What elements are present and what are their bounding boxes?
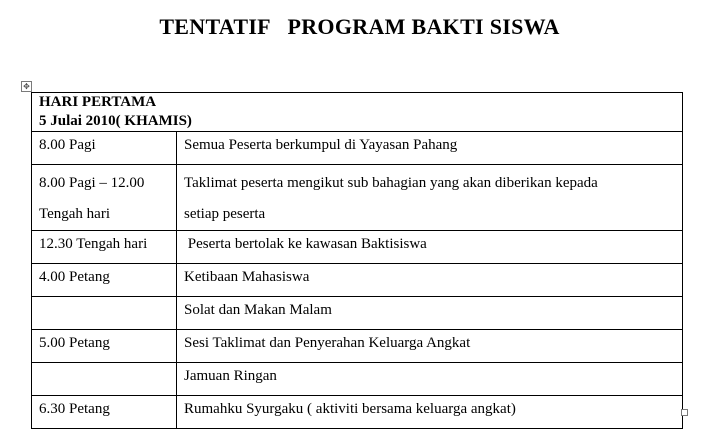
schedule-row [32,132,683,165]
activity-cell [177,165,683,231]
table-resize-handle[interactable] [681,409,688,416]
activity-cell [177,132,683,165]
schedule-row [32,396,683,429]
time-cell [32,330,177,363]
time-cell [32,231,177,264]
activity-text: Solat dan Makan Malam [184,302,332,318]
activity-text: Sesi Taklimat dan Penyerahan Keluarga Angkat [184,335,471,351]
time-text: 6.30 Petang [39,401,110,417]
activity-text-continued: setiap peserta [184,206,266,222]
schedule-row [32,330,683,363]
activity-text: Ketibaan Mahasiswa [184,269,310,285]
day-header-cell [32,93,683,132]
time-text: 5.00 Petang [39,335,110,351]
activity-cell [177,264,683,297]
schedule-row [32,363,683,396]
day-heading: HARI PERTAMA [39,94,157,110]
activity-cell [177,231,683,264]
time-cell [32,363,177,396]
time-cell [32,132,177,165]
schedule-row [32,231,683,264]
day-header-row [32,93,683,132]
activity-text: Peserta bertolak ke kawasan Baktisiswa [184,236,427,252]
activity-text: Taklimat peserta mengikut sub bahagian yang akan diberikan kepada [184,175,598,191]
day-date: 5 Julai 2010( KHAMIS) [39,113,192,129]
activity-cell [177,396,683,429]
time-text: 8.00 Pagi – 12.00 [39,175,145,191]
time-cell [32,264,177,297]
schedule-row [32,297,683,330]
time-cell [32,165,177,231]
time-cell [32,297,177,330]
activity-cell [177,363,683,396]
time-text: 12.30 Tengah hari [39,236,148,252]
activity-text: Semua Peserta berkumpul di Yayasan Pahang [184,137,458,153]
schedule-row [32,165,683,231]
time-text-continued: Tengah hari [39,206,111,222]
schedule-row [32,264,683,297]
activity-text: Rumahku Syurgaku ( aktiviti bersama keluarga angkat) [184,401,516,417]
time-cell [32,396,177,429]
activity-text: Jamuan Ringan [184,368,277,384]
activity-cell [177,330,683,363]
document-title: TENTATIF PROGRAM BAKTI SISWA [159,14,560,39]
time-text: 8.00 Pagi [39,137,96,153]
time-text: 4.00 Petang [39,269,110,285]
schedule-table [31,92,683,429]
activity-cell [177,297,683,330]
table-move-handle-icon[interactable]: ✥ [21,81,32,92]
